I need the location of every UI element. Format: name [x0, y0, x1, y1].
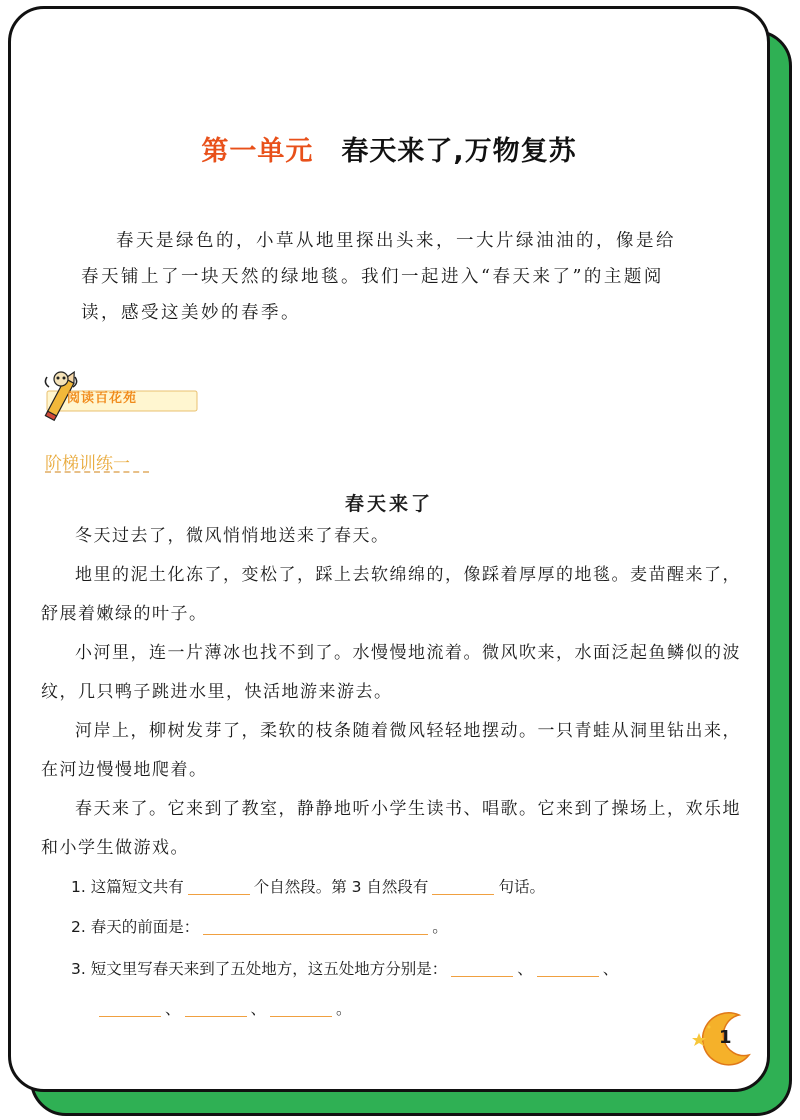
answer-blank[interactable] — [203, 916, 428, 935]
separator: 、 — [602, 960, 619, 978]
ladder-underline — [45, 471, 149, 473]
separator: 、 — [250, 1000, 267, 1018]
story-paragraph: 春天来了。它来到了教室，静静地听小学生读书、唱歌。它来到了操场上，欢乐地和小学生做游戏。 — [41, 799, 741, 858]
question-1-text-2: 个自然段。第 3 自然段有 — [253, 878, 429, 896]
ladder-training-label: 阶梯训练一 — [45, 454, 130, 474]
reading-section-label: 阅读百花苑 — [67, 391, 138, 406]
question-1-text: 1. 这篇短文共有 — [71, 878, 184, 896]
page-card — [8, 6, 770, 1092]
separator: 、 — [165, 1000, 181, 1018]
story-paragraph: 河岸上，柳树发芽了，柔软的枝条随着微风轻轻地摆动。一只青蛙从洞里钻出来，在河边慢慢地爬着。 — [41, 721, 741, 780]
unit-intro: 春天是绿色的，小草从地里探出头来，一大片绿油油的，像是给春天铺上了一块天然的绿地毯。我们一起进入“春天来了”的主题阅读，感受这美妙的春季。 — [81, 231, 676, 323]
question-2-text: 2. 春天的前面是： — [71, 918, 200, 936]
question-2-end: 。 — [432, 918, 448, 936]
answer-blank[interactable] — [432, 876, 494, 895]
reading-section-badge — [39, 365, 209, 429]
story-paragraph: 冬天过去了，微风悄悄地送来了春天。 — [75, 526, 390, 546]
story-paragraph: 地里的泥土化冻了，变松了，踩上去软绵绵的，像踩着厚厚的地毯。麦苗醒来了，舒展着嫩绿的叶子。 — [41, 565, 741, 624]
story-body — [41, 517, 741, 868]
answer-blank[interactable] — [270, 998, 332, 1017]
question-3-end: 。 — [336, 1000, 352, 1018]
unit-title: 春天来了,万物复苏 — [341, 136, 577, 167]
question-3 — [71, 957, 618, 979]
question-3-text: 3. 短文里写春天来到了五处地方，这五处地方分别是： — [71, 960, 448, 978]
unit-label: 第一单元 — [201, 136, 314, 167]
answer-blank[interactable] — [185, 998, 247, 1017]
answer-blank[interactable] — [99, 998, 161, 1017]
answer-blank[interactable] — [188, 876, 250, 895]
question-1-text-3: 句话。 — [498, 878, 545, 896]
answer-blank[interactable] — [451, 958, 513, 977]
question-3-continued — [95, 997, 352, 1019]
separator: 、 — [517, 960, 533, 978]
question-1 — [71, 875, 545, 897]
page-number: 1 — [719, 1027, 732, 1048]
story-paragraph: 小河里，连一片薄冰也找不到了。水慢慢地流着。微风吹来，水面泛起鱼鳞似的波纹，几只鸭子跳进水里，快活地游来游去。 — [41, 643, 741, 702]
question-2 — [71, 915, 448, 937]
answer-blank[interactable] — [537, 958, 599, 977]
story-title: 春天来了 — [344, 493, 433, 515]
unit-heading — [11, 129, 767, 168]
